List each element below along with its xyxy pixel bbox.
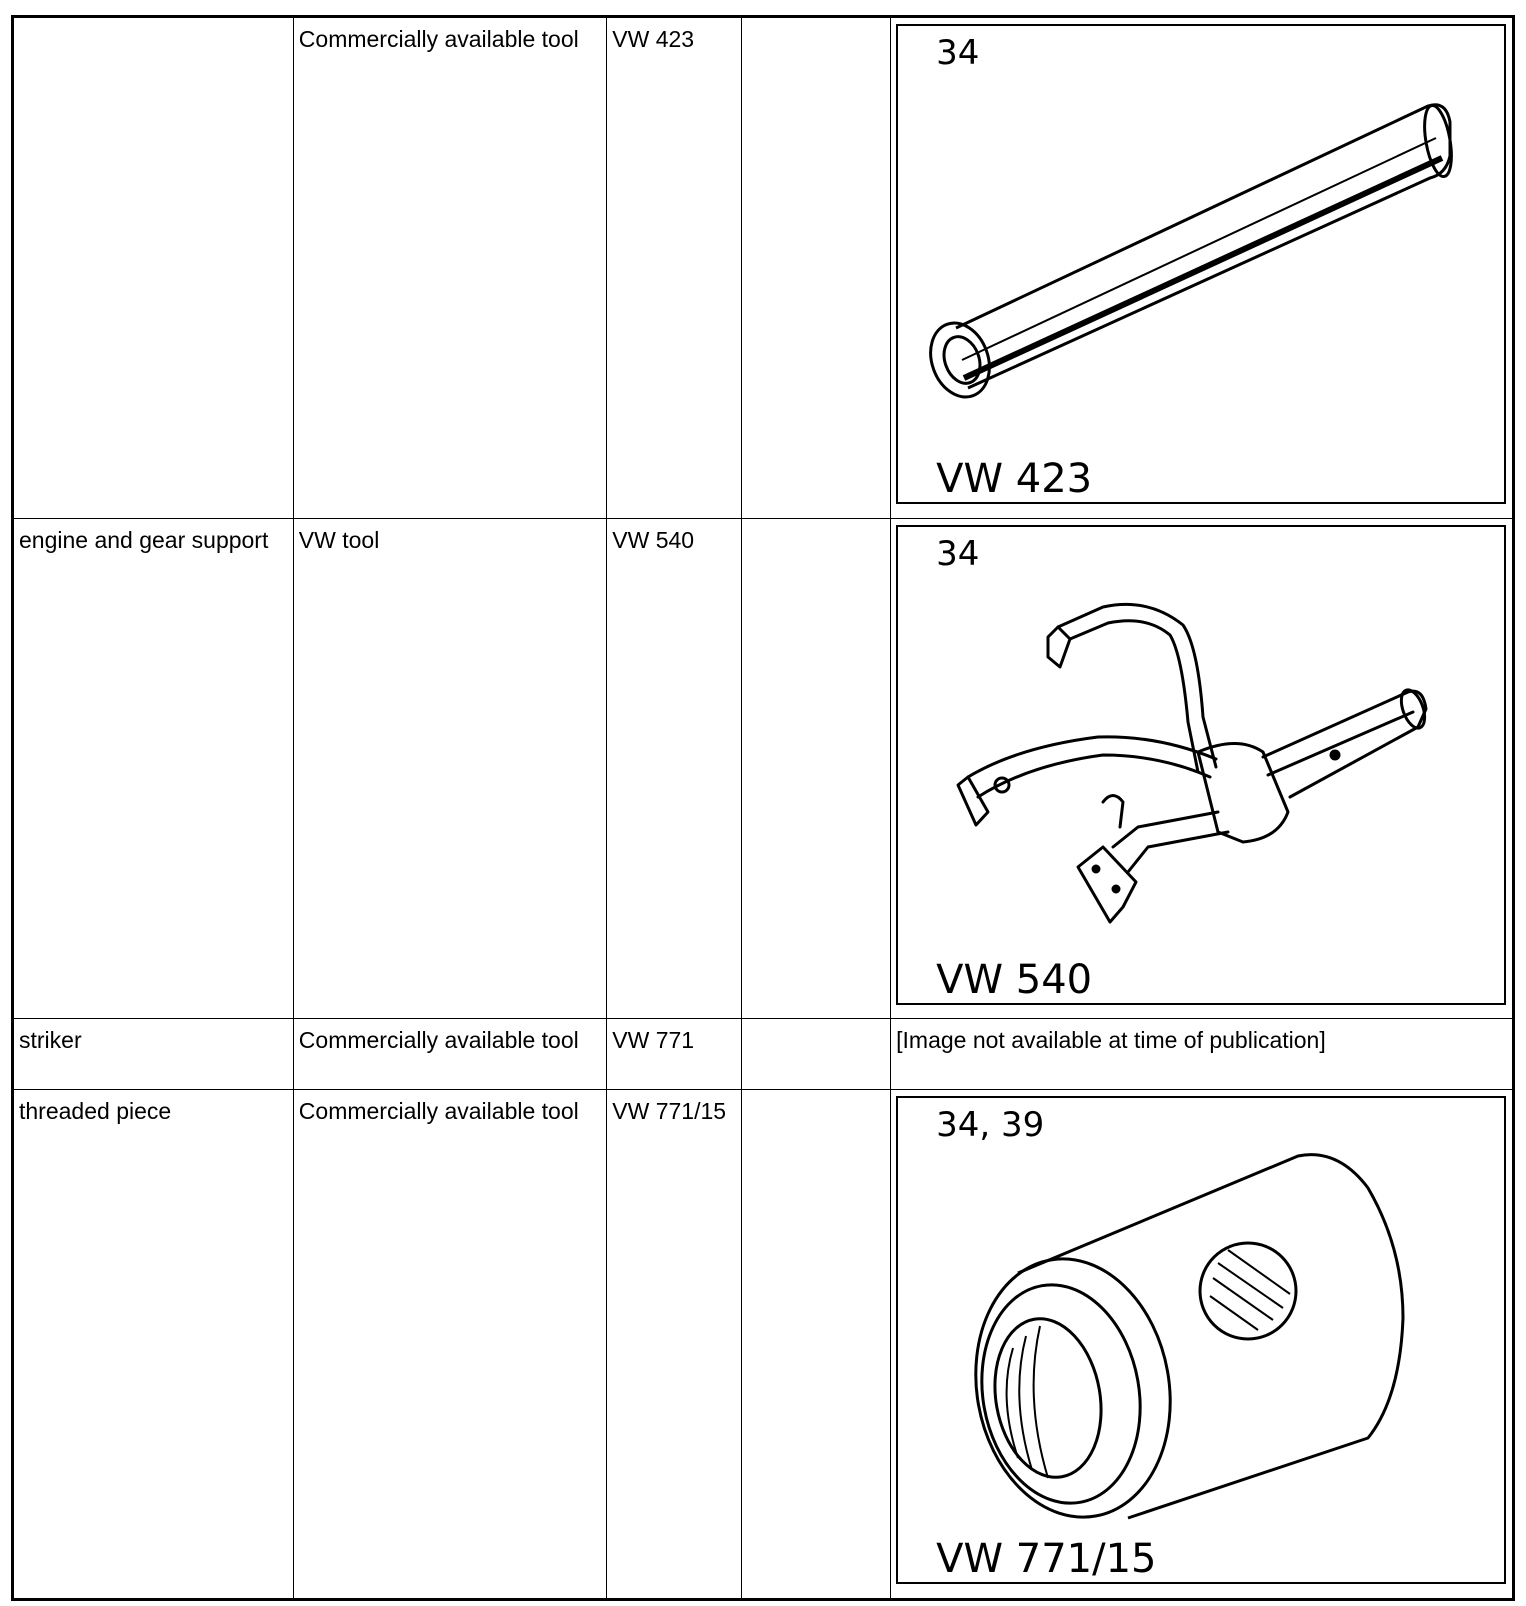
figure-cell [891,1090,1514,1600]
tool-figure [896,1096,1506,1584]
tool-number-cell: VW 771 [607,1019,742,1090]
tool-type-cell: VW tool [293,518,606,1019]
figure-cell [891,518,1514,1019]
figure-code: VW 423 [936,456,1093,502]
table-row [13,1090,1514,1600]
table-row [13,518,1514,1019]
note-cell [742,518,891,1019]
description-cell: engine and gear support [13,518,294,1019]
tool-figure [896,525,1506,1005]
figure-ref: 34, 39 [936,1105,1045,1146]
figure-ref: 34 [936,533,980,574]
special-tools-table [11,15,1515,1601]
note-cell [742,1019,891,1090]
tool-number-cell: VW 771/15 [607,1090,742,1600]
image-unavailable-note: [Image not available at time of publication] [891,1019,1514,1090]
figure-code: VW 540 [936,956,1093,1003]
tool-number-cell: VW 540 [607,518,742,1019]
tool-type-cell: Commercially available tool [293,17,606,519]
tool-type-cell: Commercially available tool [293,1019,606,1090]
description-cell: striker [13,1019,294,1090]
description-cell: threaded piece [13,1090,294,1600]
table-row [13,1019,1514,1090]
figure-cell [891,17,1514,519]
tube-tool-icon [898,26,1504,502]
tool-figure [896,24,1506,504]
threaded-piece-icon [898,1098,1504,1582]
note-cell [742,17,891,519]
description-cell [13,17,294,519]
table-row [13,17,1514,519]
figure-ref: 34 [936,33,980,73]
figure-code: VW 771/15 [936,1536,1157,1583]
note-cell [742,1090,891,1600]
support-bracket-icon [898,527,1504,1003]
tool-type-cell: Commercially available tool [293,1090,606,1600]
tool-number-cell: VW 423 [607,17,742,519]
